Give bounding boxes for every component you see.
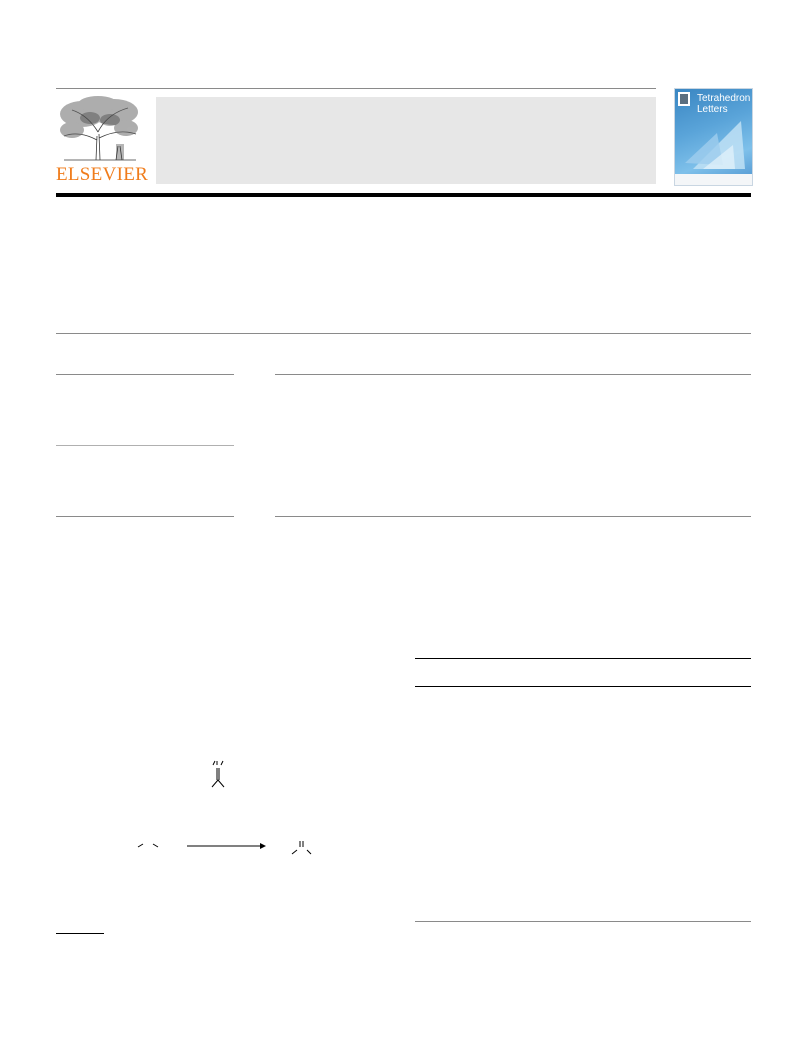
- reaction-arrowhead: [260, 843, 266, 849]
- article-info-column-rule: [56, 374, 234, 375]
- cover-title: Tetrahedron Letters: [697, 93, 751, 115]
- article-info-top-rule: [56, 333, 751, 334]
- elsevier-tree-icon: [56, 96, 140, 164]
- table-column-marker: [700, 686, 720, 687]
- cover-triangle-graphic: [683, 119, 749, 171]
- reaction-scheme: [120, 750, 350, 870]
- article-info-bottom-rule: [56, 516, 234, 517]
- scheme-left-fragment: [138, 844, 158, 847]
- table-column-marker: [498, 686, 522, 687]
- table-top-rule: [415, 658, 751, 659]
- elsevier-logo: [56, 96, 149, 186]
- scheme-upper-fragment: [213, 761, 223, 765]
- table-column-marker: [680, 686, 694, 687]
- abstract-bottom-rule: [275, 516, 751, 517]
- journal-cover: [674, 88, 753, 186]
- header-top-rule: [56, 88, 656, 89]
- table-column-marker: [594, 686, 642, 687]
- header-bottom-thick-rule: [56, 193, 751, 197]
- scheme-right-fragment: [292, 841, 311, 854]
- abstract-column-rule: [275, 374, 751, 375]
- publisher-wordmark: ELSEVIER: [56, 164, 149, 185]
- keywords-rule: [56, 445, 234, 446]
- footnote-rule: [56, 933, 104, 934]
- journal-banner: [156, 97, 656, 184]
- table-column-marker: [440, 686, 474, 687]
- cover-logo-icon: [678, 92, 690, 106]
- cover-footer: [675, 174, 752, 185]
- table-column-marker: [550, 686, 576, 687]
- table-bottom-rule: [415, 921, 751, 922]
